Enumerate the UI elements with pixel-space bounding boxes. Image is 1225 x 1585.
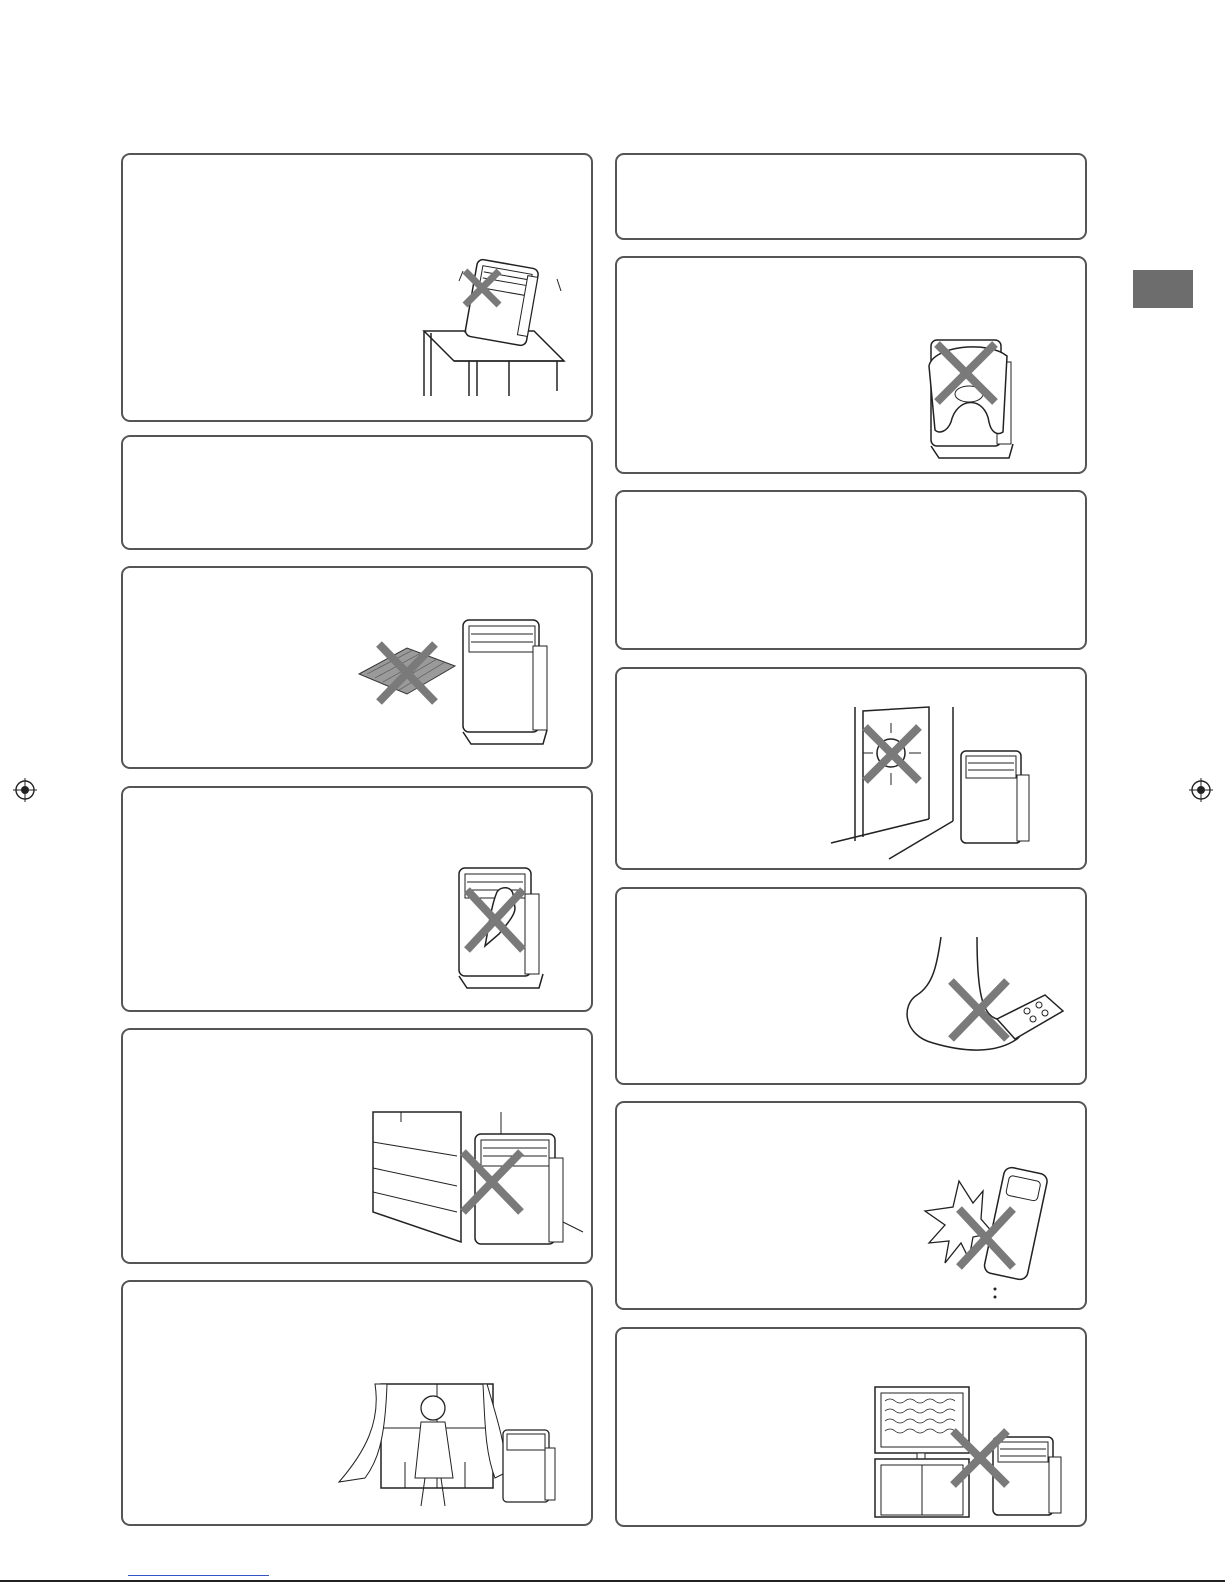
section-tab: [1133, 270, 1193, 308]
registration-mark-icon: [13, 778, 37, 802]
sunlight-window-illustration: [829, 701, 1059, 861]
panel-keep-away-from-tv: [615, 1327, 1087, 1527]
page-bottom-rule: [0, 1580, 1225, 1582]
panel-blank-notice-top-right: [615, 153, 1087, 240]
hand-on-unit-illustration: [455, 866, 555, 992]
covered-unit-illustration: [927, 336, 1027, 466]
unit-on-table-illustration: [419, 261, 569, 401]
panel-do-not-place-near-furniture: [121, 1028, 593, 1264]
panel-avoid-direct-sunlight: [615, 667, 1087, 870]
dropped-remote-illustration: [923, 1167, 1053, 1303]
registration-mark-icon: [1189, 778, 1213, 802]
panel-do-not-step-on-remote: [615, 887, 1087, 1085]
prohibited-cross-icon: [865, 727, 919, 781]
panel-blank-notice-2: [615, 490, 1087, 650]
panel-curtain-window-child: [121, 1280, 593, 1526]
furniture-and-unit-illustration: [371, 1112, 587, 1258]
tv-and-unit-illustration: [873, 1385, 1069, 1519]
panel-do-not-use-without-filter: [121, 566, 593, 769]
panel-do-not-drop-remote: [615, 1101, 1087, 1310]
panel-blank-notice-1: [121, 435, 593, 550]
filter-and-unit-illustration: [357, 616, 557, 748]
footer-link-underline: [128, 1575, 269, 1576]
panel-unit-on-unstable-table: [121, 153, 593, 422]
child-at-window-illustration: [335, 1382, 561, 1514]
foot-on-remote-illustration: [897, 935, 1067, 1065]
panel-do-not-cover-unit: [615, 256, 1087, 474]
panel-do-not-touch-outlet: [121, 786, 593, 1012]
